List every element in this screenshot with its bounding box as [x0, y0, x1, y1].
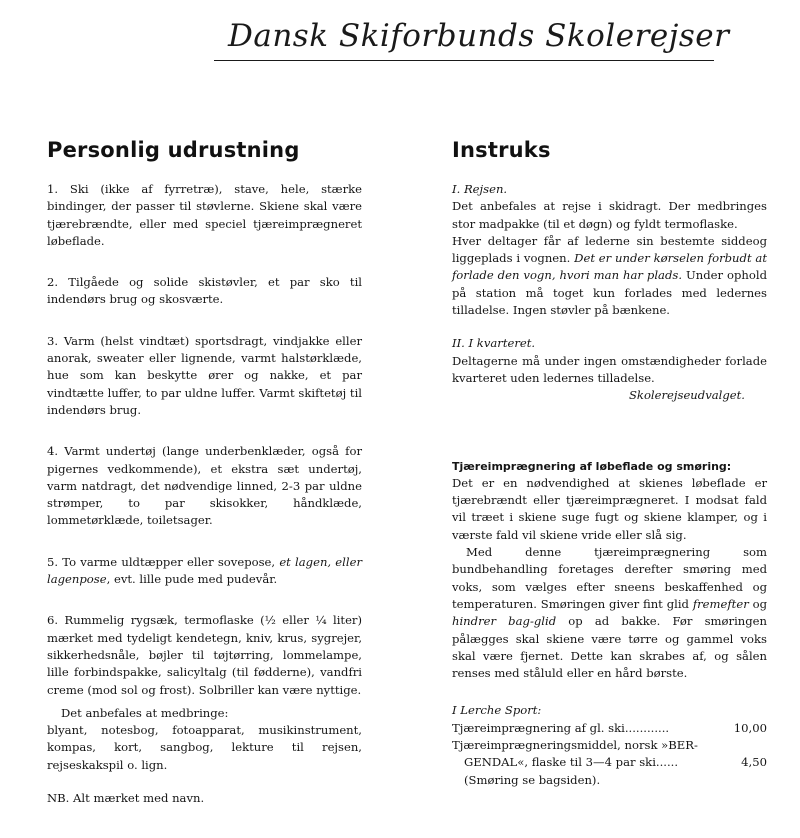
quarters-text: Deltagerne må under ingen omstændigheder forlade kvarteret uden ledernes tilladelse.	[452, 353, 767, 385]
item5-text-italic: et lagen, eller lagenpose	[47, 554, 362, 587]
equipment-item-1: 1. Ski (ikke af fyrretræ), stave, hele, stærke bindinger, der passer til støvlerne. Skiene skal være tjærebrændte, eller med speciel tjæreimprægneret løbeflade.	[47, 182, 362, 248]
tar-p2-italic-2: hindrer bag-glid	[452, 614, 557, 629]
tar-paragraph-1: Det er en nødvendighed at skienes løbeflade er tjærebrændt eller tjæreimprægneret. I modsat fald vil træet i skiene suge fugt og skiene klamper, og i værste fald vil skiene vride eller slå sig.	[452, 475, 767, 542]
recommend-title: Det anbefales at medbringe:	[61, 705, 229, 720]
price-item-2-value: 4,50	[741, 755, 767, 770]
tar-title: Tjæreimprægnering af løbeflade og smøring:	[452, 459, 732, 473]
equipment-item-4: 4. Varmt undertøj (lange underbenklæder, også for pigernes vedkommende), et ekstra sæt undertøj, varm natdragt, det nødvendige linned, 2-3 par uldne strømper, to par skisokker, håndklæde, lommetørklæde, toiletsager.	[47, 444, 362, 528]
header	[0, 0, 800, 70]
equipment-column	[47, 181, 362, 807]
tar-section	[452, 458, 767, 475]
price-item-1-value: 10,00	[733, 720, 767, 735]
tar-p2-start: Med denne tjæreimprægnering som bundbehandling foretages derefter smøring med voks, som vælges efter sneens beskaffenhed og temperaturen. Smøringen giver fint glid	[452, 545, 767, 611]
travel-p2-italic: Det er under kørselen forbudt at forlade den vogn, hvori man har plads.	[452, 251, 768, 283]
price-item-1-label: Tjæreimprægnering af gl. ski	[452, 720, 625, 735]
item5-text-end: , evt. lille pude med pudevår.	[106, 572, 278, 587]
title-underline	[214, 60, 714, 61]
price-item-2-dots: ......	[655, 755, 679, 770]
price-item-1-dots: ............	[624, 720, 670, 735]
equipment-item-5	[47, 554, 362, 589]
tar-p2-mid: og	[748, 596, 767, 611]
travel-paragraph-1: Det anbefales at rejse i skidragt. Der medbringes stor madpakke (til et døgn) og fyldt termoflaske.	[452, 199, 767, 231]
quarters-title: II. I kvarteret.	[452, 336, 536, 351]
price-item-2-line-1: Tjæreimprægneringsmiddel, norsk »BER-	[452, 738, 698, 753]
instructions-column	[452, 181, 767, 789]
tar-p2-end: op ad bakke. Før smøringen pålægges skal skiene være tørre og gammel voks skal være fjernet. Dette kan skrabes af, og sålen renses med ståluld eller en hård børste.	[452, 614, 767, 681]
heading-instruks: Instruks	[452, 138, 551, 162]
name-note: NB. Alt mærket med navn.	[47, 791, 205, 806]
item5-text-start: 5. To varme uldtæpper eller sovepose,	[47, 554, 280, 569]
tar-paragraph-2	[452, 544, 767, 682]
equipment-item-6: 6. Rummelig rygsæk, termoflaske (½ eller ¼ liter) mærket med tydeligt kendetegn, kniv, krus, sygrejer, sikkerhedsnåle, bøjler til tøjtørring, lommelampe, lille forbindspakke, salicyltalg (til fødderne), vandfri creme (mod sol og frost). Solbriller kan være nyttige.	[47, 613, 362, 697]
travel-p2-end: Under ophold på station må toget kun forlades med ledernes tilladelse. Ingen støvler på bænkene.	[452, 268, 767, 318]
price-row-2	[452, 754, 767, 771]
page-title: Dansk Skiforbunds Skolerejser	[228, 18, 730, 54]
equipment-item-3: 3. Varm (helst vindtæt) sportsdragt, vindjakke eller anorak, sweater eller lignende, varmt halstørklæde, hue som kan beskytte ører og nakke, et par vindtætte luffer, to par uldne luffer. Varmt skiftetøj til indendørs brug.	[47, 333, 362, 417]
travel-paragraph-2	[452, 233, 767, 319]
committee-signature: Skolerejseudvalget.	[628, 388, 745, 403]
recommend-text: blyant, notesbog, fotoapparat, musikinstrument, kompas, kort, sangbog, lekture til rejsen, rejseskakspil o. lign.	[47, 723, 362, 772]
price-item-2-label: GENDAL«, flaske til 3—4 par ski	[464, 755, 656, 770]
tar-p2-italic-1: fremefter	[692, 596, 749, 611]
travel-p2-start: Hver deltager får af lederne sin bestemte siddeog liggeplads i vognen.	[452, 233, 767, 266]
shop-title: I Lerche Sport:	[452, 703, 542, 718]
price-item-2-note: (Smøring se bagsiden).	[464, 772, 601, 787]
price-row-1	[452, 720, 767, 737]
equipment-item-2: 2. Tilgåede og solide skistøvler, et par sko til indendørs brug og skosværte.	[47, 275, 362, 307]
travel-title: I. Rejsen.	[452, 182, 508, 196]
heading-personlig-udrustning: Personlig udrustning	[47, 138, 300, 162]
